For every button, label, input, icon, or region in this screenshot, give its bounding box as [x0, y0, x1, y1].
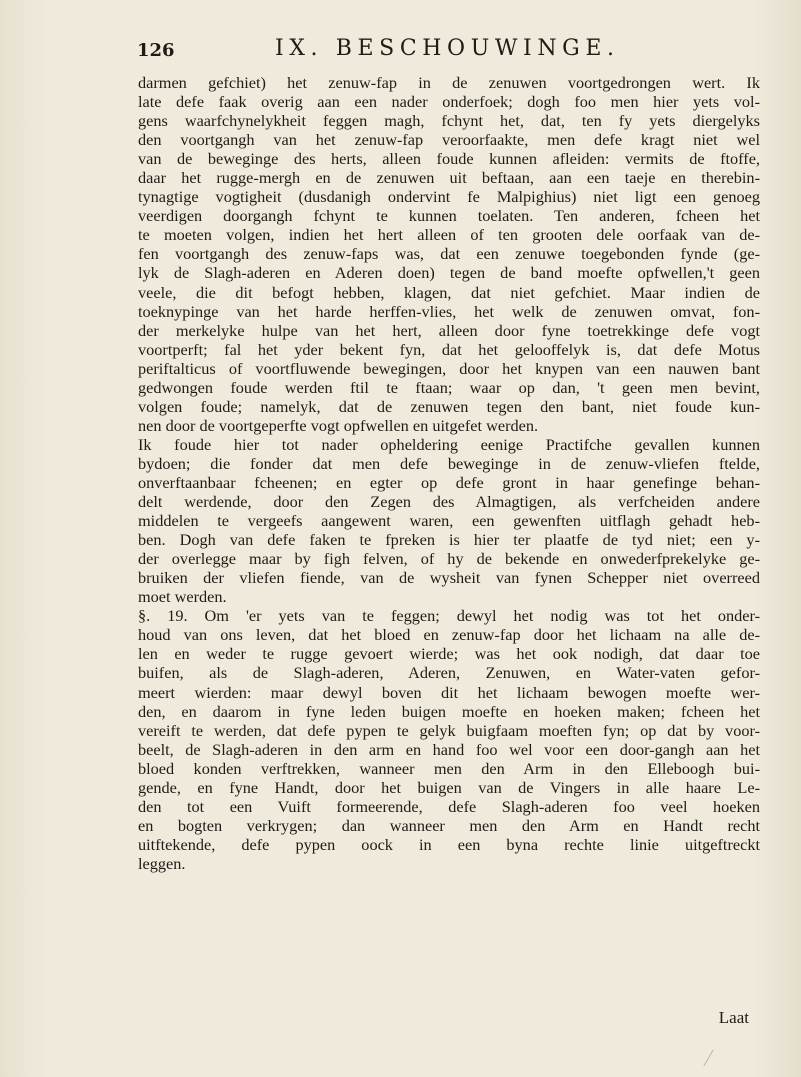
text-line: uitftekende, defe pypen oock in een byna rechte linie uitgeftreckt [138, 834, 760, 854]
text-line: meert wierden: maar dewyl boven dit het lichaam bewogen moefte wer- [138, 682, 760, 702]
text-line: moet werden. [138, 587, 227, 607]
text-line: beelt, de Slagh-aderen in den arm en hand foo wel voor een door-gangh aan het [138, 739, 760, 759]
text-line: middelen te vergeefs aangewent waren, een gewenften uitflagh gehadt heb- [138, 511, 760, 531]
text-line: den, en daarom in fyne leden buigen moefte en hoeken maken; fcheen het [138, 701, 760, 721]
page-header [137, 36, 757, 66]
text-line: onverftaanbaar fcheenen; en egter op defe gront in haar genefinge behan- [138, 472, 760, 492]
text-line: volgen foude; namelyk, dat de zenuwen tegen den bant, niet foude kun- [138, 396, 760, 416]
text-line: gedwongen foude werden ftil te ftaan; waar op dan, 't geen men bevint, [138, 377, 760, 397]
text-line: gens waarfchynelykheit feggen magh, fchynt het, dat, ten fy yets diergelyks [138, 111, 760, 131]
text-line: darmen gefchiet) het zenuw-fap in de zenuwen voortgedrongen wert. Ik [138, 73, 760, 92]
text-line: lyk de Slagh-aderen en Aderen doen) tegen de band moefte opfwellen,'t geen [138, 263, 760, 283]
page-number: 126 [137, 40, 175, 61]
text-line: houd van ons leven, dat het bloed en zenuw-fap door het lichaam na alle de- [138, 625, 760, 645]
text-line: den voortgangh van het zenuw-fap veroorfaakte, men defe kragt niet wel [138, 130, 760, 150]
text-line: bydoen; die fonder dat men defe beweginge in de zenuw-vliefen ftelde, [138, 453, 760, 473]
catchword: Laat [718, 1008, 749, 1027]
text-line: den tot een Vuift formeerende, defe Slagh-aderen foo veel hoeken [138, 796, 760, 816]
text-line: bloed konden verftrekken, wanneer men den Arm in den Elleboogh bui- [138, 758, 760, 778]
text-line: gende, en fyne Handt, door het buigen van de Vingers in alle haare Le- [138, 777, 760, 797]
text-line: buifen, als de Slagh-aderen, Aderen, Zenuwen, en Water-vaten gefor- [138, 663, 760, 683]
text-line: tynagtige vogtigheit (dusdanigh ondervint fe Malpighius) niet ligt een genoeg [138, 187, 760, 207]
text-line: der overlegge maar by figh felven, of hy de bekende en onwederfprekelyke ge- [138, 549, 760, 569]
text-line: voortperft; fal het yder bekent fyn, dat het gelooffelyk is, dat defe Motus [138, 339, 760, 359]
text-line: toeknypinge van het harde herffen-vlies, het welk de zenuwen omvat, fon- [138, 301, 760, 321]
text-line: nen door de voortgeperfte vogt opfwellen en uitgefet werden. [138, 415, 539, 435]
body-text [138, 73, 760, 873]
text-line: late defe faak overig aan een nader onderfoek; dogh foo men hier yets vol- [138, 92, 760, 112]
text-line: van de beweginge des herts, alleen foude kunnen afleiden: vermits de ftoffe, [138, 149, 760, 169]
text-line: §. 19. Om 'er yets van te feggen; dewyl het nodig was tot het onder- [138, 606, 760, 626]
text-line: len en weder te rugge gevoert wierde; was het ook nodigh, dat daar toe [138, 644, 760, 664]
text-line: ben. Dogh van defe faken te fpreken is hier ter plaatfe de tyd niet; een y- [138, 530, 760, 550]
text-line: Ik foude hier tot nader opheldering eenige Practifche gevallen kunnen [138, 434, 760, 454]
text-line: leggen. [138, 853, 186, 873]
text-line: te moeten volgen, indien het hert alleen of ten grooten dele oorfaak van de- [138, 225, 760, 245]
text-line: vereift te werden, dat defe pypen te gelyk buigfaam moeften fyn; op dat by voor- [138, 720, 760, 740]
text-line: fen voortgangh des zenuw-faps was, dat een zenuwe toegebonden fynde (ge- [138, 244, 760, 264]
text-line: veele, die dit befogt hebben, klagen, dat niet gefchiet. Maar indien de [138, 282, 760, 302]
text-line: bruiken der vliefen fiende, van de wysheit van fynen Schepper niet overreed [138, 568, 760, 588]
text-line: delt werdende, door den Zegen des Almagtigen, als verfcheiden andere [138, 492, 760, 512]
text-line: der merkelyke hulpe van het hert, alleen door fyne toetrekkinge defe vogt [138, 320, 760, 340]
running-head: IX. BESCHOUWINGE. [275, 36, 620, 61]
text-line: daar het rugge-mergh en de zenuwen uit beftaan, aan een taeje en therebin- [138, 168, 760, 188]
text-line: en bogten verkrygen; dan wanneer men den Arm en Handt recht [138, 815, 760, 835]
text-line: periftalticus of voortfluwende bewegingen, door het knypen van een nauwen bant [138, 358, 760, 378]
ink-mark [703, 1050, 725, 1066]
text-line: veerdigen doorgangh fchynt te kunnen toelaten. Ten anderen, fcheen het [138, 206, 760, 226]
